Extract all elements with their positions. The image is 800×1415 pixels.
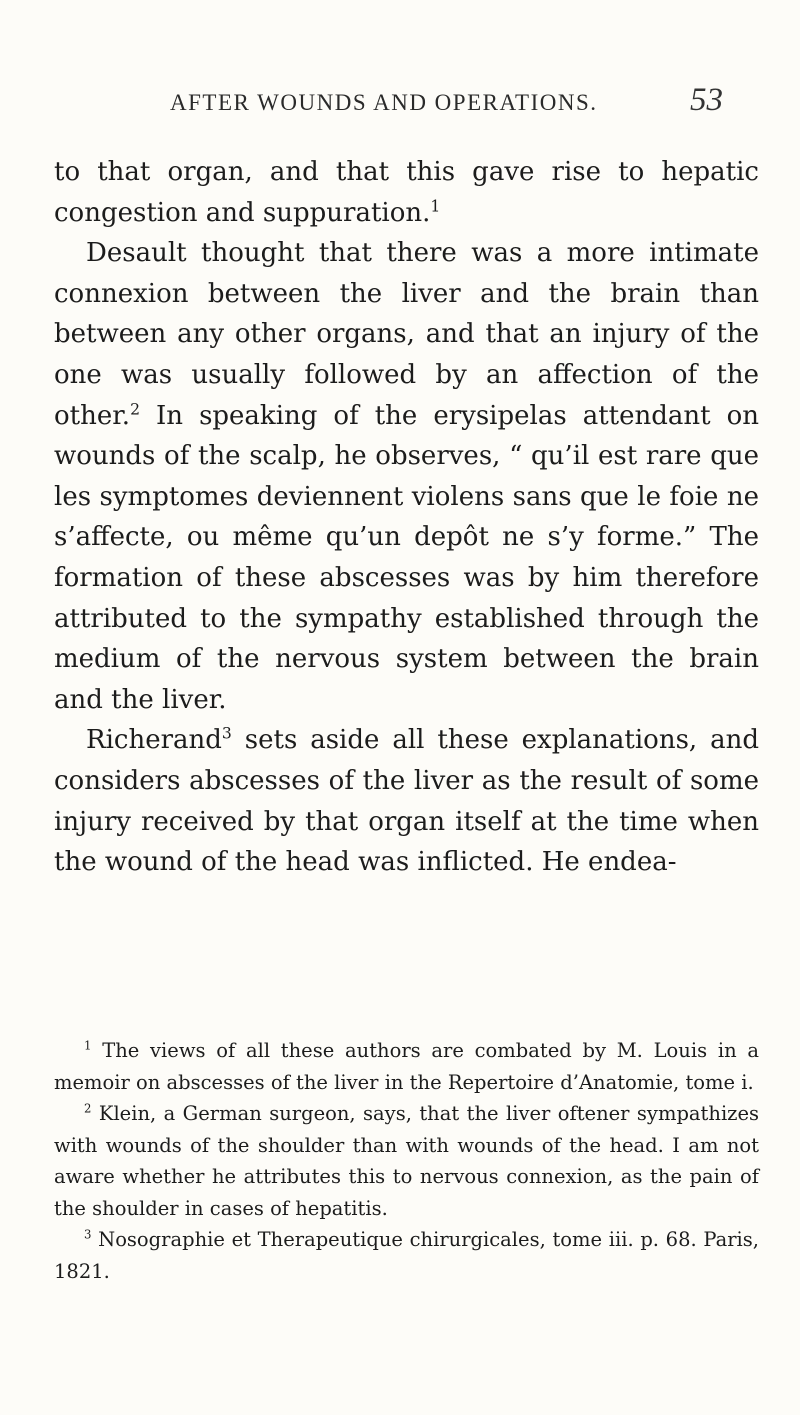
footnote <box>54 1098 759 1224</box>
footnote-mark: 1 <box>84 1038 92 1053</box>
paragraph-text: Desault thought that there was a more intimate connexion between the liver and the brain than between any other organs, and that an injury of the one was usually followed by an affection of the other. <box>54 238 759 431</box>
footnote-ref: 1 <box>430 196 441 215</box>
paragraph <box>54 720 759 882</box>
paragraph-text: to that organ, and that this gave rise to hepatic congestion and suppuration. <box>54 157 759 228</box>
paragraph <box>54 233 759 720</box>
footnote-ref: 2 <box>130 399 140 418</box>
footnote <box>54 1035 759 1098</box>
paragraph <box>54 152 759 233</box>
footnotes <box>54 1035 759 1287</box>
running-head: AFTER WOUNDS AND OPERATIONS. <box>170 90 598 115</box>
footnote <box>54 1224 759 1287</box>
page-number: 53 <box>690 82 723 118</box>
main-text <box>54 152 759 883</box>
footnote-text: Klein, a German surgeon, says, that the liver oftener sympathizes with wounds of the shoulder than with wounds of the head. I am not aware whether he attributes this to nervous connexion, as the pain of the shoulder in cases of hepatitis. <box>54 1102 759 1220</box>
paragraph-text: In speaking of the erysipelas attendant on wounds of the scalp, he observes, “ qu’il est rare que les symptomes deviennent violens sans que le foie ne s’affecte, ou même qu’un depôt ne s’y forme.” The formation of these abscesses was by him therefore attributed to the sympathy established through the medium of the nervous system between the brain and the liver. <box>54 400 759 715</box>
paragraph-text: Richerand <box>86 725 222 756</box>
footnote-mark: 3 <box>84 1227 92 1242</box>
footnote-text: Nosographie et Therapeutique chirurgicales, tome iii. p. 68. Paris, 1821. <box>54 1228 760 1283</box>
paragraph-text: sets aside all these explanations, and considers abscesses of the liver as the result of some injury received by that organ itself at the time when the wound of the head was inflicted. He endea- <box>54 725 759 878</box>
footnote-ref: 3 <box>221 724 232 743</box>
footnote-text: The views of all these authors are combated by M. Louis in a memoir on abscesses of the liver in the Repertoire d’Anatomie, tome i. <box>54 1039 759 1094</box>
footnote-mark: 2 <box>84 1101 92 1116</box>
